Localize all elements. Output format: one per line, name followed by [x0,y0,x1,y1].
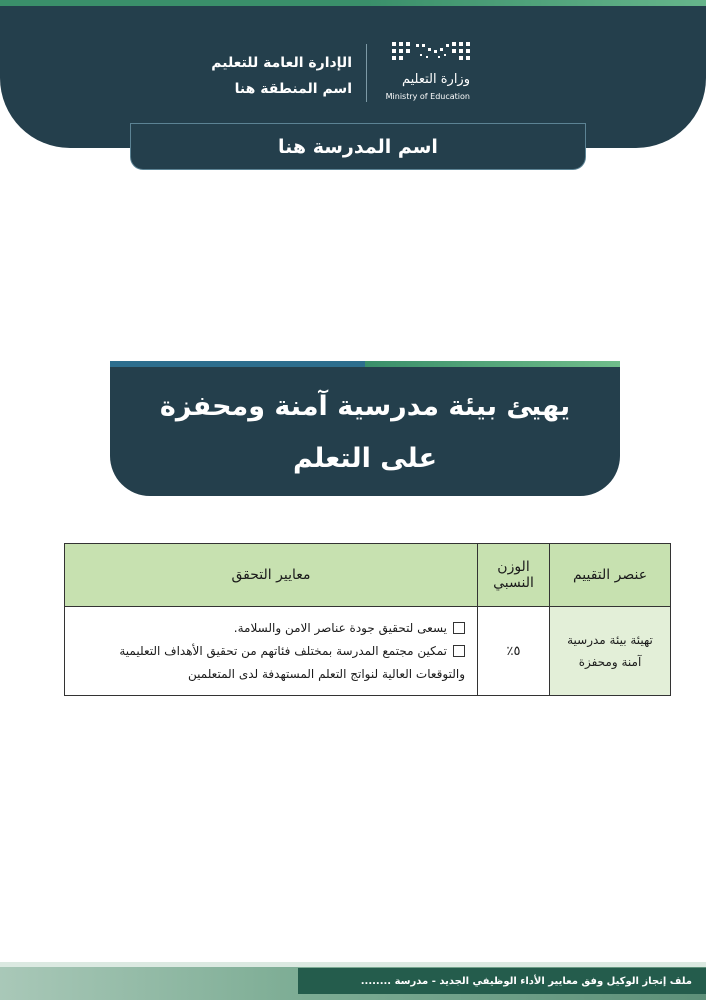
header-divider [366,44,367,102]
title-line-2: على التعلم [292,443,438,474]
ministry-logo [386,40,476,104]
criteria-item [73,640,465,686]
region-name: اسم المنطقة هنا [234,81,352,97]
school-name: اسم المدرسة هنا [131,124,585,169]
criteria-text: يسعى لتحقيق جودة عناصر الامن والسلامة. [233,620,447,635]
title-line-1: يهيئ بيئة مدرسية آمنة ومحفزة [159,391,571,422]
header-criteria: معايير التحقق [65,544,478,607]
department-block [211,50,352,102]
ministry-dots-icon [390,40,474,66]
header-element: عنصر التقييم [550,544,671,607]
department-name: الإدارة العامة للتعليم [211,55,352,71]
row-element: تهيئة بيئة مدرسية آمنة ومحفزة [550,607,671,696]
table-header-row [65,544,671,607]
row-weight: ٥٪ [478,607,550,696]
criteria-item [73,617,465,640]
footer-label: ملف إنجاز الوكيل وفق معايير الأداء الوظيفي الجديد - مدرسة ........ [298,968,706,994]
ministry-name-ar: وزارة التعليم [401,72,470,87]
checkbox-icon[interactable] [453,622,465,634]
title-card [110,361,620,496]
checkbox-icon[interactable] [453,645,465,657]
header-weight: الوزن النسبي [478,544,550,607]
row-criteria [65,607,478,696]
ministry-name-en: Ministry of Education [385,92,470,101]
criteria-text: تمكين مجتمع المدرسة بمختلف فئاتهم من تحقيق الأهداف التعليمية والتوقعات العالية لنواتج التعلم المستهدفة لدى المتعلمين [119,643,465,681]
evaluation-table [64,543,671,696]
table-row [65,607,671,696]
